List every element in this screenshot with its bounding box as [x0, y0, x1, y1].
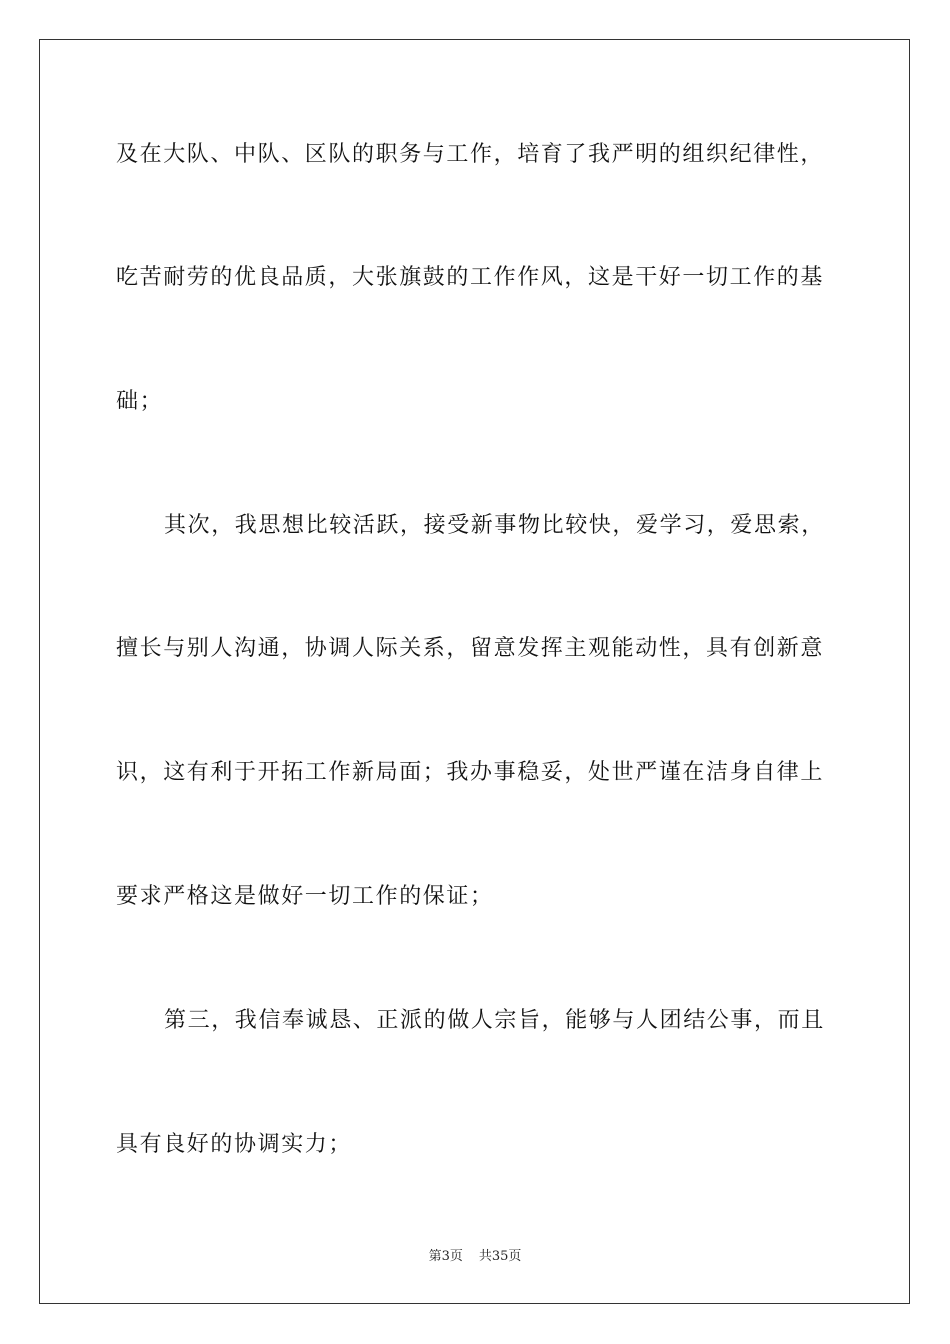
page-border	[39, 39, 910, 1304]
text-line: 及在大队、中队、区队的职务与工作，培育了我严明的组织纪律性，	[116, 142, 825, 167]
page-number-total: 共35页	[478, 1249, 522, 1264]
page-footer	[0, 1248, 950, 1266]
text-line: 础；	[116, 389, 164, 414]
page-number-current: 第3页	[428, 1249, 463, 1264]
text-line: 吃苦耐劳的优良品质，大张旗鼓的工作作风，这是干好一切工作的基	[116, 265, 825, 290]
text-line: 要求严格这是做好一切工作的保证；	[116, 884, 494, 909]
paragraph-start-line: 其次，我思想比较活跃，接受新事物比较快，爱学习，爱思索，	[164, 513, 825, 538]
text-line: 识，这有利于开拓工作新局面；我办事稳妥，处世严谨在洁身自律上	[116, 760, 825, 785]
text-line: 擅长与别人沟通，协调人际关系，留意发挥主观能动性，具有创新意	[116, 636, 825, 661]
paragraph-start-line: 第三，我信奉诚恳、正派的做人宗旨，能够与人团结公事，而且	[164, 1008, 825, 1033]
text-line: 具有良好的协调实力；	[116, 1132, 353, 1157]
